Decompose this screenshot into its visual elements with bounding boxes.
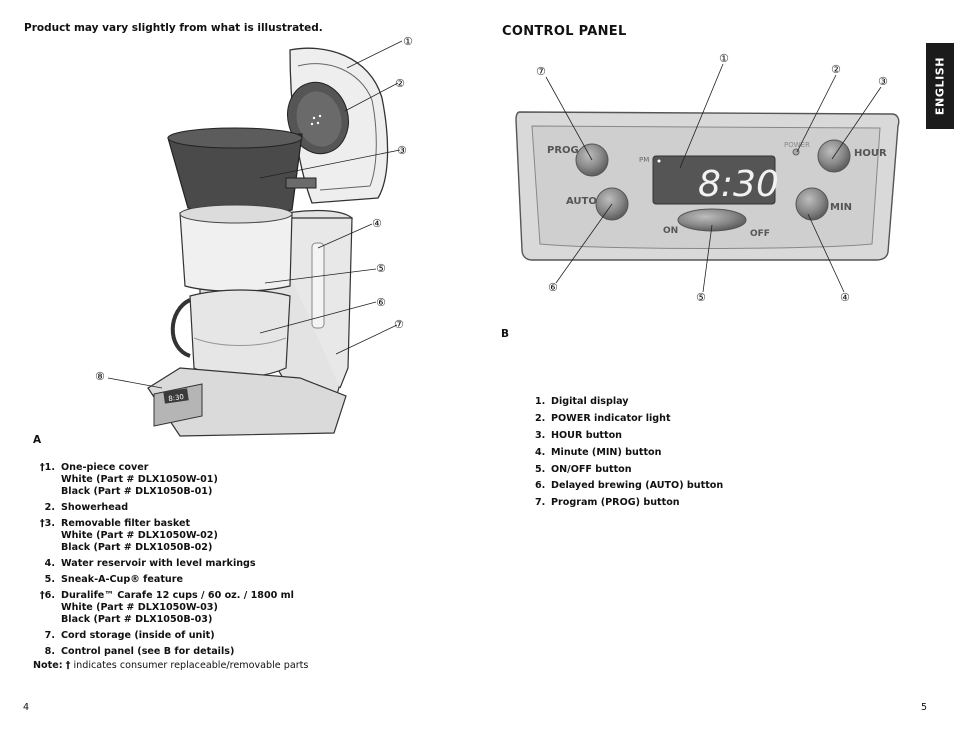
figure-label-a: A <box>33 434 42 446</box>
list-item: 5. Sneak-A-Cup® feature <box>44 574 183 585</box>
coffee-maker-illustration <box>90 38 430 443</box>
auto-label: AUTO <box>566 196 597 207</box>
note-symbol: † <box>65 660 71 671</box>
list-item: 7. Program (PROG) button <box>535 497 680 509</box>
page-number-left: 4 <box>23 702 30 713</box>
list-item: 4. Minute (MIN) button <box>535 446 662 458</box>
controls-list <box>535 396 723 514</box>
control-panel-leader-lines <box>500 55 900 305</box>
on-label: ON <box>663 226 679 236</box>
list-item: 3. HOUR button <box>535 429 622 441</box>
panel-callout-4: ④ <box>840 291 850 304</box>
panel-callout-1: ① <box>719 52 729 65</box>
page-heading-right: CONTROL PANEL <box>502 24 627 39</box>
list-item: 6. Delayed brewing (AUTO) button <box>535 480 724 492</box>
panel-callout-7: ⑦ <box>536 65 546 78</box>
language-tab <box>926 43 954 129</box>
list-item: 2. POWER indicator light <box>535 412 671 424</box>
prog-label: PROG <box>547 145 579 156</box>
list-item: †6. Duralife™ Carafe 12 cups / 60 oz. / 1800 ml White (Part # DLX1050W-03) Black (Part # DLX1050B-03) <box>39 589 294 626</box>
figure-label-b: B <box>501 328 510 340</box>
panel-callout-2: ② <box>831 63 841 76</box>
list-item: †3. Removable filter basket White (Part # DLX1050W-02) Black (Part # DLX1050B-02) <box>39 518 218 554</box>
off-label: OFF <box>750 229 770 239</box>
list-item: 4. Water reservoir with level markings <box>44 558 256 570</box>
svg-text:8:30: 8:30 <box>167 392 185 404</box>
panel-callout-6: ⑥ <box>548 281 558 294</box>
panel-callout-5: ⑤ <box>696 291 706 304</box>
power-label: POWER <box>784 141 810 149</box>
callout-3: ③ <box>397 144 407 157</box>
note-label: Note: <box>33 660 63 671</box>
list-item: 7. Cord storage (inside of unit) <box>44 630 215 641</box>
parts-list <box>30 462 450 662</box>
language-tab-label: ENGLISH <box>933 56 947 116</box>
display-readout: 8:30 <box>698 164 779 205</box>
note <box>33 660 308 671</box>
callout-5: ⑤ <box>376 262 386 275</box>
page-heading-left: Product may vary slightly from what is illustrated. <box>24 22 323 34</box>
pm-label: PM <box>639 156 650 164</box>
callout-7: ⑦ <box>394 318 404 331</box>
callout-4: ④ <box>372 217 382 230</box>
min-label: MIN <box>830 202 853 213</box>
list-item: †1. One-piece cover White (Part # DLX1050W-01) Black (Part # DLX1050B-01) <box>39 462 218 498</box>
callout-1: ① <box>403 35 413 48</box>
list-item: 8. Control panel (see B for details) <box>44 645 235 657</box>
list-item: 1. Digital display <box>535 396 629 407</box>
panel-callout-3: ③ <box>878 75 888 88</box>
list-item: 2. Showerhead <box>44 502 129 514</box>
callout-2: ② <box>395 77 405 90</box>
page-number-right: 5 <box>921 702 928 713</box>
callout-6: ⑥ <box>376 296 386 309</box>
hour-label: HOUR <box>854 148 887 159</box>
note-text: indicates consumer replaceable/removable parts <box>73 660 309 671</box>
callout-8: ⑧ <box>95 370 105 383</box>
list-item: 5. ON/OFF button <box>535 463 632 475</box>
